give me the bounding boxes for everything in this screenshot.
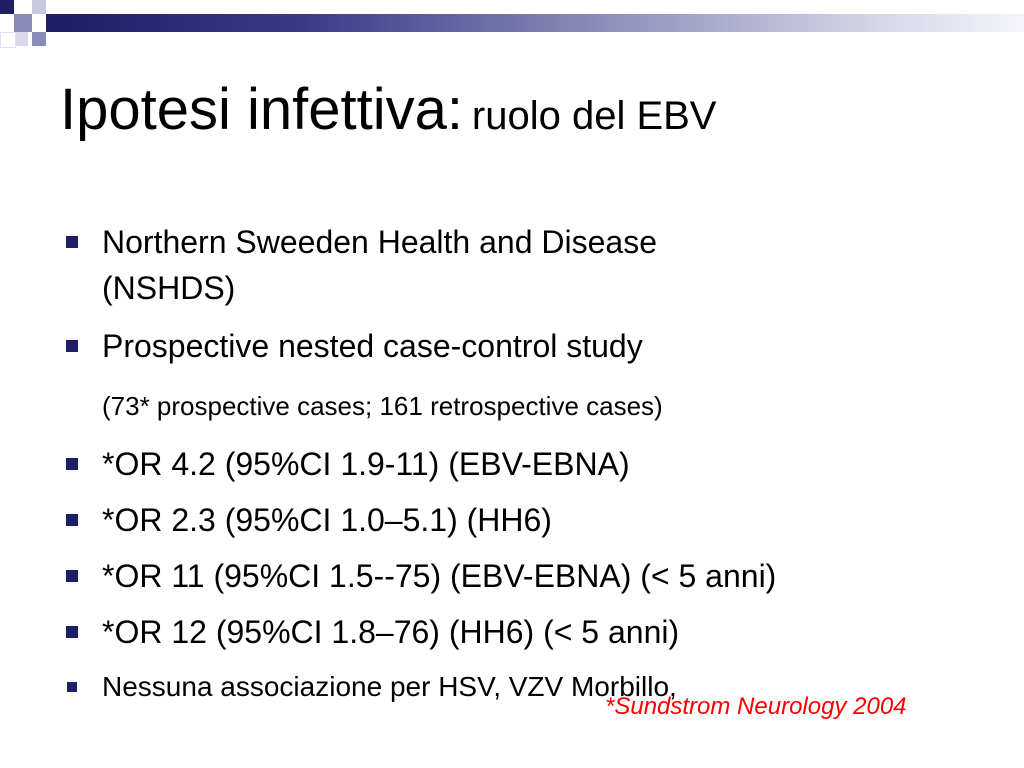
- slide-title: [60, 78, 716, 142]
- title-main: Ipotesi infettiva:: [60, 77, 463, 142]
- bullet-text: *OR 11 (95%CI 1.5--75) (EBV-EBNA) (< 5 anni): [102, 558, 777, 594]
- bullet-text: *OR 4.2 (95%CI 1.9-11) (EBV-EBNA): [102, 446, 630, 482]
- deco-square-5: [32, 32, 46, 46]
- deco-square-6: [14, 32, 28, 46]
- square-bullet-icon: [66, 570, 78, 582]
- citation: *Sundstrom Neurology 2004: [605, 693, 907, 720]
- square-bullet-icon: [66, 514, 78, 526]
- bullet-text: Northern Sweeden Health and Disease: [102, 224, 657, 260]
- deco-square-3: [32, 0, 46, 14]
- square-bullet-icon: [66, 626, 78, 638]
- deco-square-1: [0, 0, 14, 14]
- square-bullet-icon: [66, 340, 78, 352]
- bullet-text: Prospective nested case-control study: [102, 328, 643, 364]
- deco-square-4: [46, 14, 64, 32]
- deco-square-7: [0, 32, 16, 48]
- title-sub: ruolo del EBV: [471, 94, 717, 138]
- bullet-text: *OR 2.3 (95%CI 1.0–5.1) (HH6): [102, 502, 552, 538]
- bullet-text-continued: (NSHDS): [102, 270, 236, 306]
- square-bullet-icon: [66, 236, 78, 248]
- header-decoration: [0, 0, 1024, 60]
- header-gradient-bar: [64, 14, 1024, 32]
- note-text: (73* prospective cases; 161 retrospective cases): [102, 391, 663, 421]
- deco-square-2: [14, 14, 32, 32]
- square-bullet-icon: [66, 458, 78, 470]
- bullet-text: *OR 12 (95%CI 1.8–76) (HH6) (< 5 anni): [102, 614, 680, 650]
- bullet-text: Nessuna associazione per HSV, VZV Morbillo,: [102, 671, 677, 702]
- square-bullet-icon: [67, 682, 77, 692]
